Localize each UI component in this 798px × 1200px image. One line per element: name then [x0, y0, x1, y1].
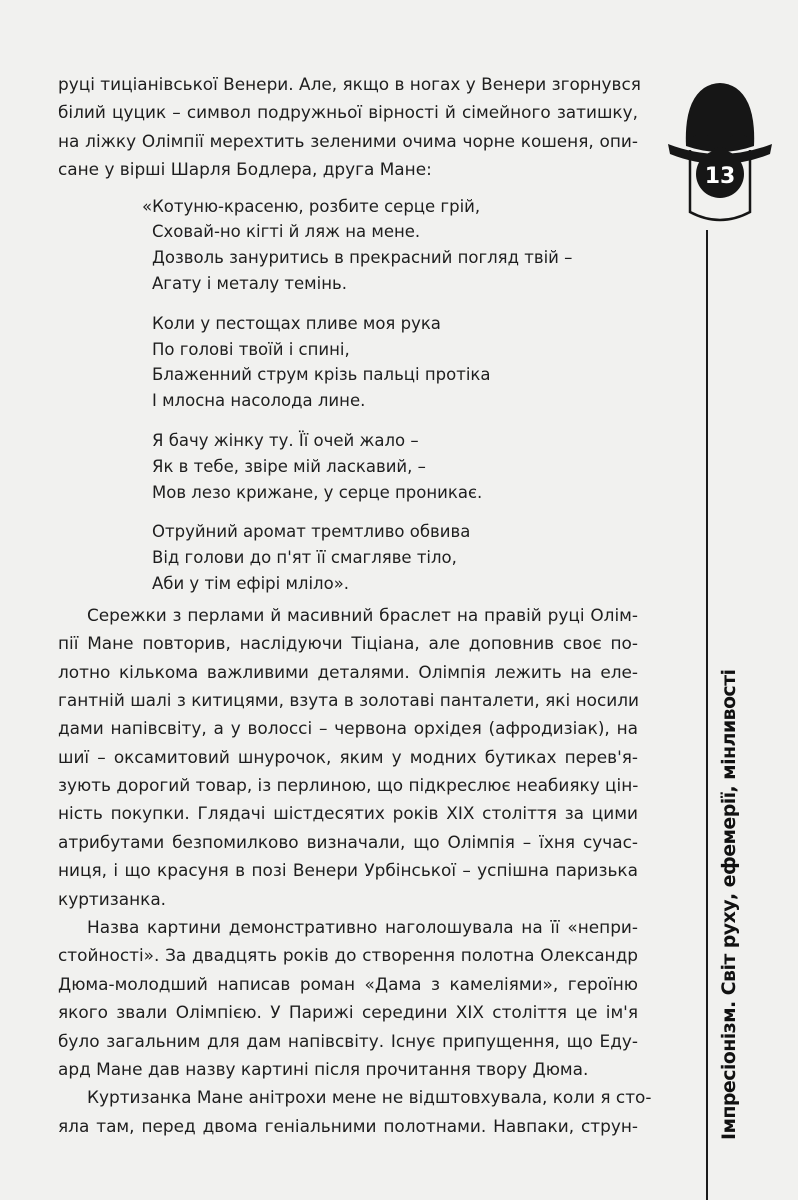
text-line: якого звали Олімпією. У Парижі середини XIX століття це ім'я	[58, 1002, 638, 1023]
body-text	[58, 70, 652, 1140]
page-number: 13	[704, 164, 736, 189]
intro-paragraph	[58, 70, 641, 184]
text-line: пії Мане повторив, наслідуючи Тіціана, але доповнив своє по-	[58, 633, 638, 654]
text-line: на ліжку Олімпії мерехтить зеленими очима чорне кошеня, опи-	[58, 130, 638, 151]
paragraph	[58, 601, 638, 913]
poem-line: Отруйний аромат тремтливо обвива	[152, 522, 471, 542]
baudelaire-poem	[58, 194, 638, 597]
text-line: Сережки з перлами й масивний браслет на правій руці Олім-	[87, 604, 638, 625]
poem-line: Агату і металу темінь.	[152, 273, 347, 293]
poem-line: «Котуню-красеню, розбите серце грій,	[142, 196, 481, 216]
paragraph	[58, 1083, 652, 1140]
poem-stanza	[152, 311, 638, 414]
text-line: ард Мане дав назву картині після прочитання твору Дюма.	[58, 1058, 589, 1079]
paragraph	[58, 913, 638, 1083]
text-line: ниця, і що красуня в позі Венери Урбінської – успішна паризька	[58, 860, 638, 881]
poem-line: Сховай-но кігті й ляж на мене.	[152, 222, 421, 242]
chapter-side-title: Імпресіонізм. Світ руху, ефемерії, мінливості	[718, 669, 740, 1140]
poem-line: Я бачу жінку ту. Її очей жало –	[152, 430, 419, 450]
poem-line: І млосна насолода лине.	[152, 391, 366, 411]
poem-line: По голові твоїй і спині,	[152, 339, 350, 359]
text-line: куртизанка.	[58, 888, 167, 909]
poem-stanza	[142, 194, 638, 297]
text-line: Назва картини демонстративно наголошувала на її «непри-	[87, 917, 638, 938]
text-line: ність покупки. Глядачі шістдесятих років XIX століття за цими	[58, 803, 638, 824]
text-line: лотно кількома важливими деталями. Олімпія лежить на еле-	[58, 661, 638, 682]
text-line: руці тиціанівської Венери. Але, якщо в ногах у Венери згорнувся	[58, 74, 641, 94]
text-line: шиї – оксамитовий шнурочок, яким у модних бутиках перев'я-	[58, 746, 638, 767]
text-line: дами напівсвіту, а у волоссі – червона орхідея (афродизіак), на	[58, 718, 638, 739]
poem-line: Коли у пестощах пливе моя рука	[152, 313, 441, 333]
text-line: було загальним для дам напівсвіту. Існує припущення, що Еду-	[58, 1030, 638, 1051]
text-line: гантній шалі з китицями, взута в золотаві панталети, які носили	[58, 689, 639, 710]
poem-line: Від голови до п'ят її смагляве тіло,	[152, 548, 457, 568]
bowler-hat-page-emblem	[660, 62, 780, 232]
poem-line: Дозволь зануритись в прекрасний погляд твій –	[152, 248, 573, 268]
text-line: сане у вірші Шарля Бодлера, друга Мане:	[58, 159, 432, 180]
text-line: зують дорогий товар, із перлиною, що підкреслює неабияку цін-	[58, 775, 639, 796]
poem-line: Як в тебе, звіре мій ласкавий, –	[152, 456, 426, 476]
poem-line: Аби у тім ефірі мліло».	[152, 573, 350, 593]
text-line: білий цуцик – символ подружньої вірності й сімейного затишку,	[58, 102, 638, 123]
text-line: Куртизанка Мане анітрохи мене не відштовхувала, коли я сто-	[87, 1087, 652, 1108]
poem-line: Мов лезо крижане, у серце проникає.	[152, 482, 483, 502]
text-line: яла там, перед двома геніальними полотнами. Навпаки, струн-	[58, 1115, 638, 1136]
margin-rule	[706, 230, 708, 1200]
text-line: атрибутами безпомилково визначали, що Олімпія – їхня сучас-	[58, 831, 638, 852]
poem-line: Блаженний струм крізь пальці протіка	[152, 365, 491, 385]
text-line: стойності». За двадцять років до створення полотна Олександр	[58, 945, 638, 966]
poem-stanza	[152, 428, 638, 505]
poem-stanza	[152, 519, 638, 596]
text-line: Дюма-молодший написав роман «Дама з камеліями», героїню	[58, 973, 638, 994]
